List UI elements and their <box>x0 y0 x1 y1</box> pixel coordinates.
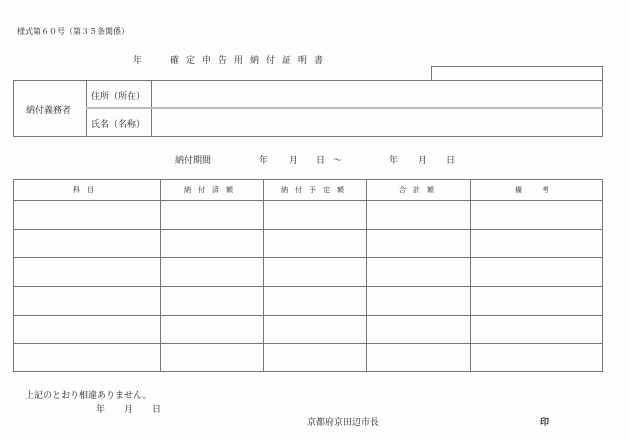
form-number: 様式第６０号（第３５条関係） <box>17 27 129 36</box>
table-cell[interactable] <box>161 316 262 343</box>
period-from-year: 年 <box>259 156 269 166</box>
table-cell[interactable] <box>264 201 365 228</box>
table-cell[interactable] <box>14 316 159 343</box>
seal-mark: 印 <box>540 418 550 428</box>
title-year: 年 <box>133 56 143 66</box>
period-to-month: 月 <box>418 156 428 166</box>
table-cell[interactable] <box>264 344 365 371</box>
period-from-day: 日 <box>316 156 326 166</box>
table-cell[interactable] <box>161 344 262 371</box>
footer-month: 月 <box>124 405 134 415</box>
table-cell[interactable] <box>264 287 365 314</box>
issuer: 京都府京田辺市長 <box>307 418 380 428</box>
table-cell[interactable] <box>161 258 262 285</box>
header-subject: 科目 <box>73 186 101 194</box>
table-cell[interactable] <box>367 230 469 257</box>
table-cell[interactable] <box>471 201 602 228</box>
header-paid: 納付済額 <box>184 186 240 194</box>
page-title: 確定申告用納付証明書 <box>170 56 331 66</box>
table-cell[interactable] <box>14 230 159 257</box>
period-label: 納付期間 <box>175 156 212 166</box>
table-cell[interactable] <box>161 230 262 257</box>
table-cell[interactable] <box>264 230 365 257</box>
name-label: 氏名（名称） <box>91 120 146 130</box>
statement: 上記のとおり相違ありません。 <box>25 391 152 401</box>
table-cell[interactable] <box>161 201 262 228</box>
table-cell[interactable] <box>14 344 159 371</box>
header-total: 合計額 <box>399 186 441 194</box>
table-cell[interactable] <box>264 258 365 285</box>
table-cell[interactable] <box>471 258 602 285</box>
period-from-month: 月 <box>289 156 299 166</box>
table-cell[interactable] <box>471 230 602 257</box>
period-to-day: 日 <box>446 156 456 166</box>
table-cell[interactable] <box>471 287 602 314</box>
table-cell[interactable] <box>264 316 365 343</box>
period-tilde: ～ <box>333 156 343 166</box>
footer-day: 日 <box>152 405 162 415</box>
table-cell[interactable] <box>367 344 469 371</box>
table-cell[interactable] <box>367 287 469 314</box>
name-field[interactable] <box>152 109 602 136</box>
reference-number-box[interactable] <box>431 66 603 81</box>
period-to-year: 年 <box>389 156 399 166</box>
table-cell[interactable] <box>471 316 602 343</box>
table-cell[interactable] <box>367 258 469 285</box>
table-cell[interactable] <box>14 258 159 285</box>
address-field[interactable] <box>152 81 602 107</box>
footer-year: 年 <box>96 405 106 415</box>
table-cell[interactable] <box>367 201 469 228</box>
address-label: 住所（所在） <box>91 92 146 102</box>
taxpayer-label: 納付義務者 <box>26 106 72 116</box>
table-cell[interactable] <box>161 287 262 314</box>
table-cell[interactable] <box>14 201 159 228</box>
table-cell[interactable] <box>471 344 602 371</box>
table-cell[interactable] <box>367 316 469 343</box>
header-remarks: 備考 <box>515 186 569 194</box>
header-scheduled: 納付予定額 <box>281 186 351 194</box>
table-cell[interactable] <box>14 287 159 314</box>
